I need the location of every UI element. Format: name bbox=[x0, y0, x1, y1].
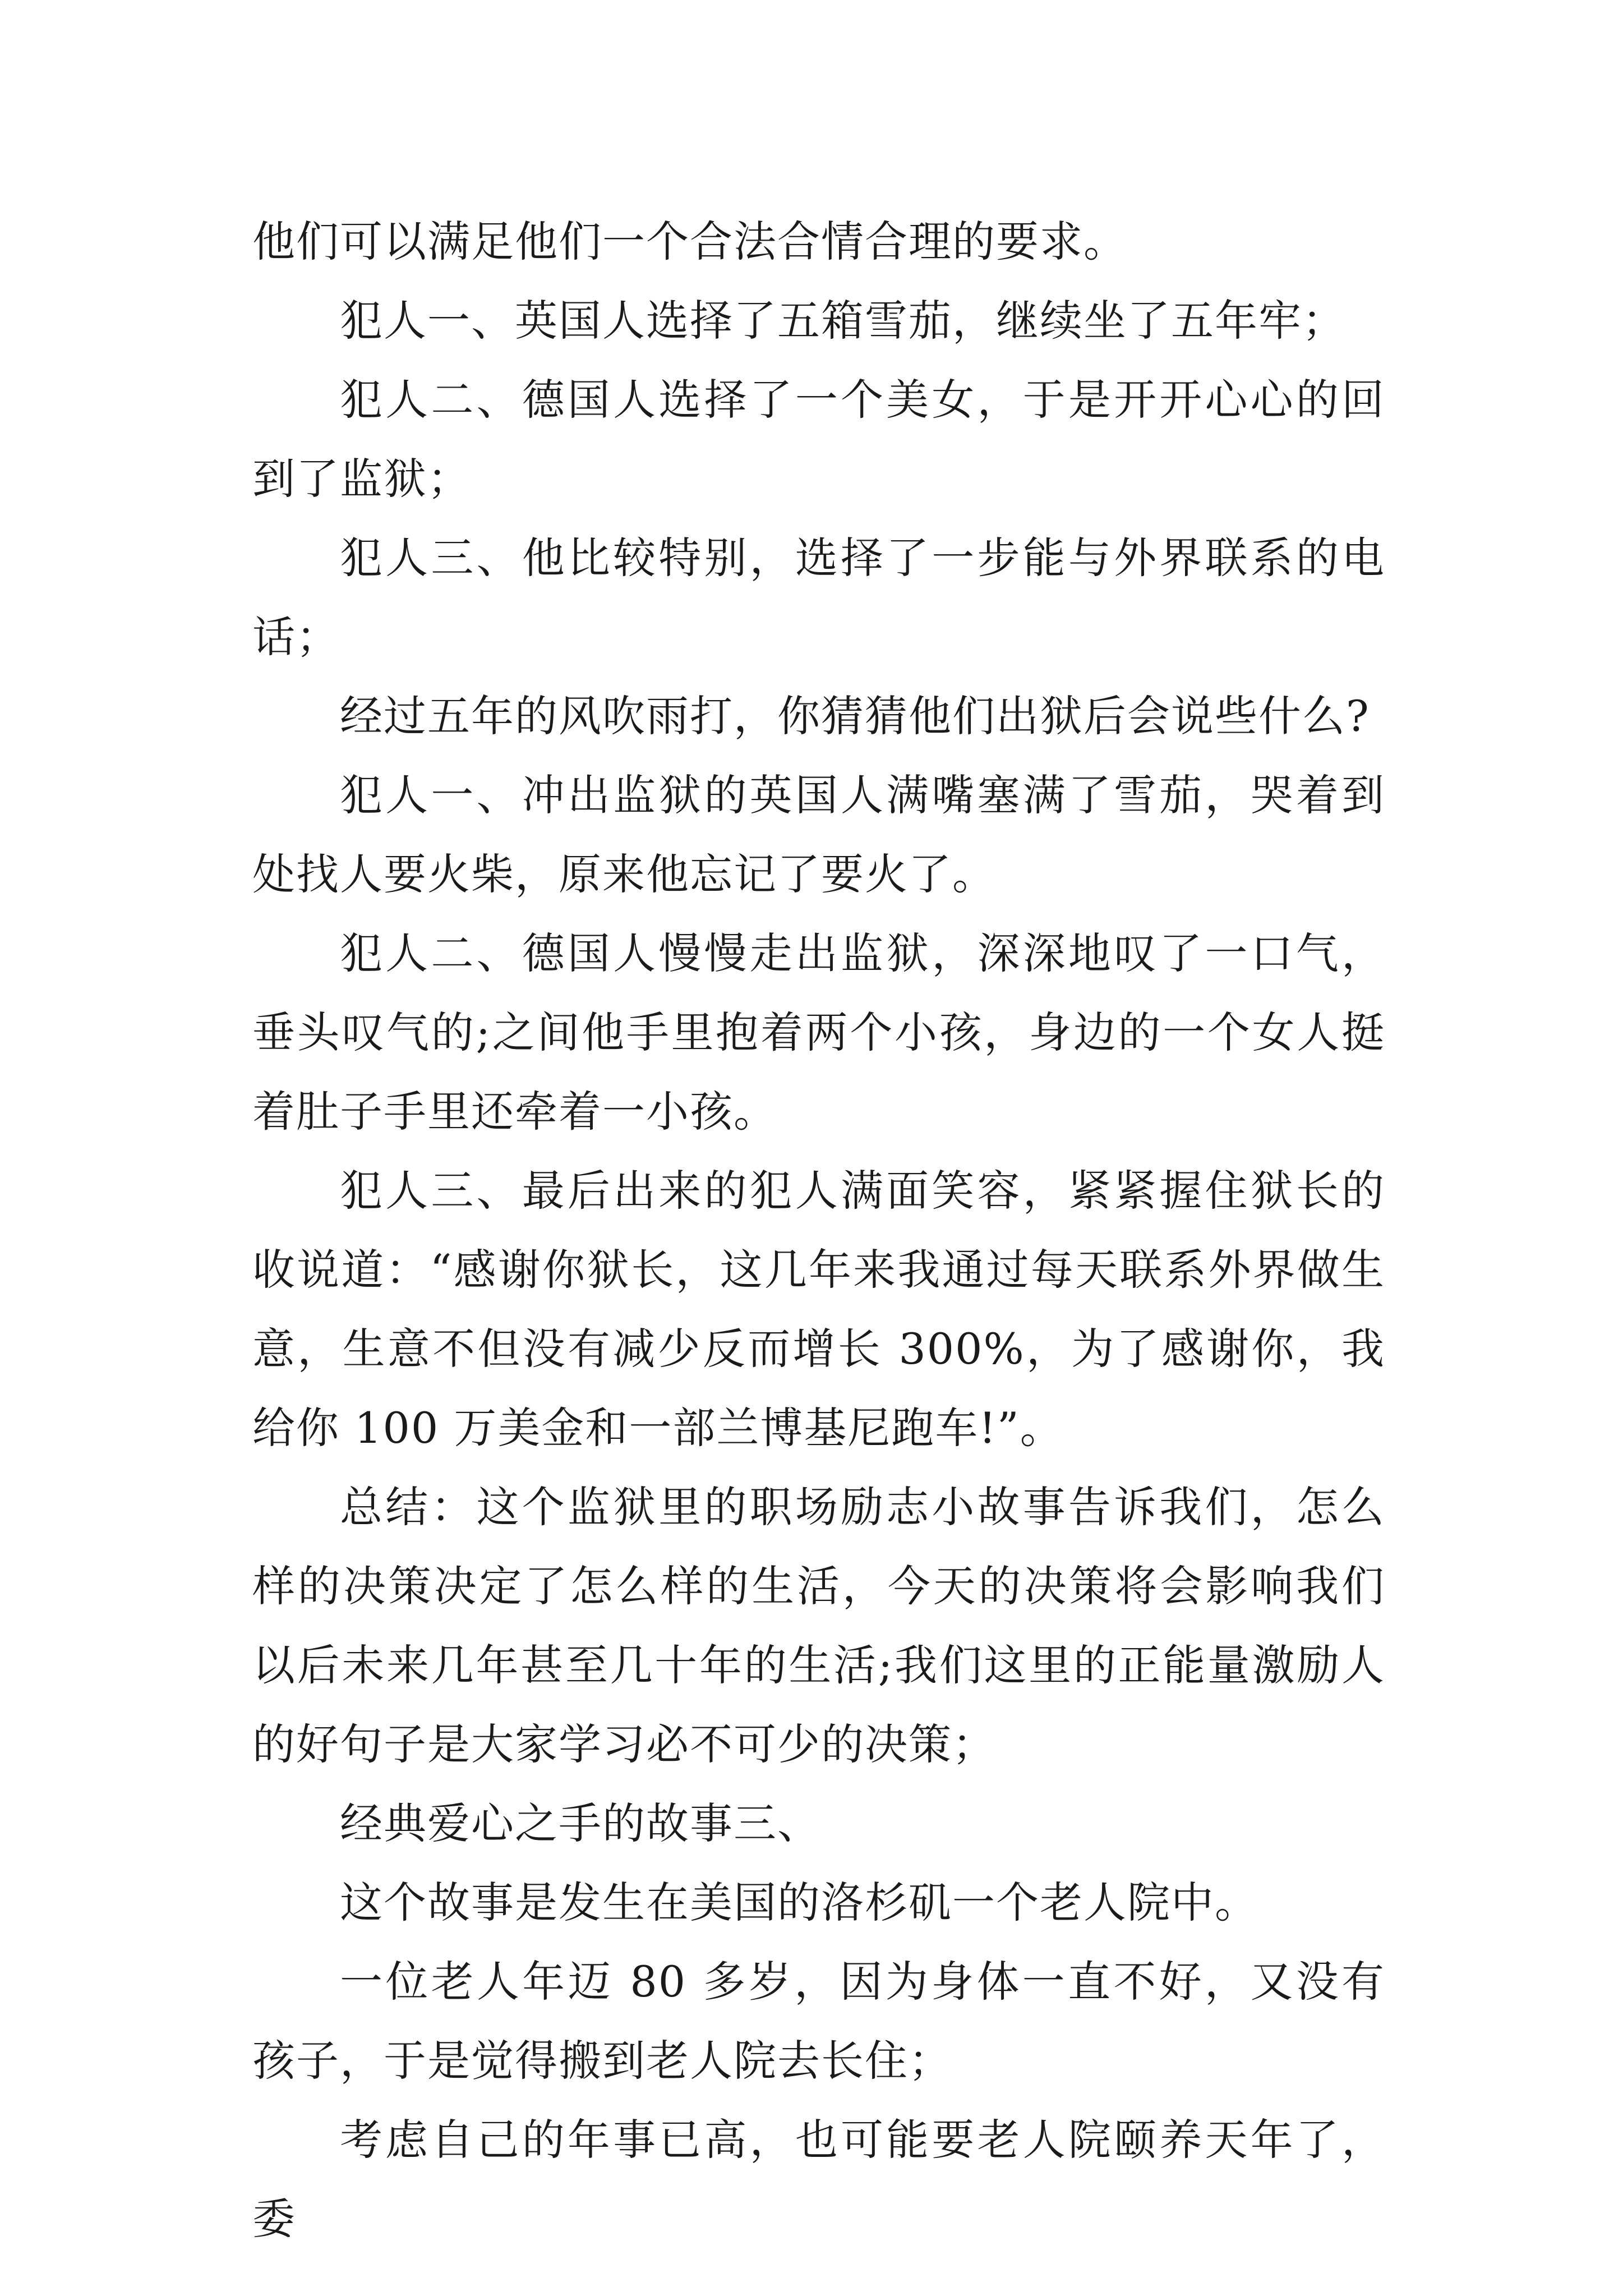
paragraph-old-man: 一位老人年迈 80 多岁，因为身体一直不好，又没有孩子，于是觉得搬到老人院去长住； bbox=[252, 1957, 1385, 2086]
paragraph-story-three-setting: 这个故事是发生在美国的洛杉矶一个老人院中。 bbox=[340, 1878, 1258, 1927]
paragraph-story-three-heading: 经典爱心之手的故事三、 bbox=[340, 1798, 821, 1848]
paragraph-prisoner-3-choice: 犯人三、他比较特别，选择了一步能与外界联系的电话； bbox=[252, 533, 1385, 662]
paragraph-continuation: 他们可以满足他们一个合法合情合理的要求。 bbox=[252, 217, 1127, 266]
body-text bbox=[252, 202, 1385, 2258]
paragraph-prisoner-1-outcome: 犯人一、冲出监狱的英国人满嘴塞满了雪茄，哭着到处找人要火柴，原来他忘记了要火了。 bbox=[252, 770, 1385, 899]
paragraph-five-years-later: 经过五年的风吹雨打，你猜猜他们出狱后会说些什么? bbox=[340, 691, 1370, 741]
paragraph-prisoner-2-outcome: 犯人二、德国人慢慢走出监狱，深深地叹了一口气，垂头叹气的;之间他手里抱着两个小孩，身边的一个女人挺着肚子手里还牵着一小孩。 bbox=[252, 928, 1385, 1137]
paragraph-summary: 总结：这个监狱里的职场励志小故事告诉我们，怎么样的决策决定了怎么样的生活，今天的决策将会影响我们以后未来几年甚至几十年的生活;我们这里的正能量激励人的好句子是大家学习必不可少的决策； bbox=[252, 1482, 1385, 1769]
paragraph-prisoner-2-choice: 犯人二、德国人选择了一个美女，于是开开心心的回到了监狱； bbox=[252, 375, 1385, 504]
paragraph-prisoner-3-outcome: 犯人三、最后出来的犯人满面笑容，紧紧握住狱长的收说道：“感谢你狱长，这几年来我通过每天联系外界做生意，生意不但没有减少反而增长 300%，为了感谢你，我给你 100 万美金和一部兰博基尼跑车!”。 bbox=[252, 1166, 1385, 1453]
paragraph-old-man-consideration: 考虑自己的年事已高，也可能要老人院颐养天年了，委 bbox=[252, 2115, 1385, 2244]
paragraph-prisoner-1-choice: 犯人一、英国人选择了五箱雪茄，继续坐了五年牢； bbox=[340, 296, 1346, 346]
